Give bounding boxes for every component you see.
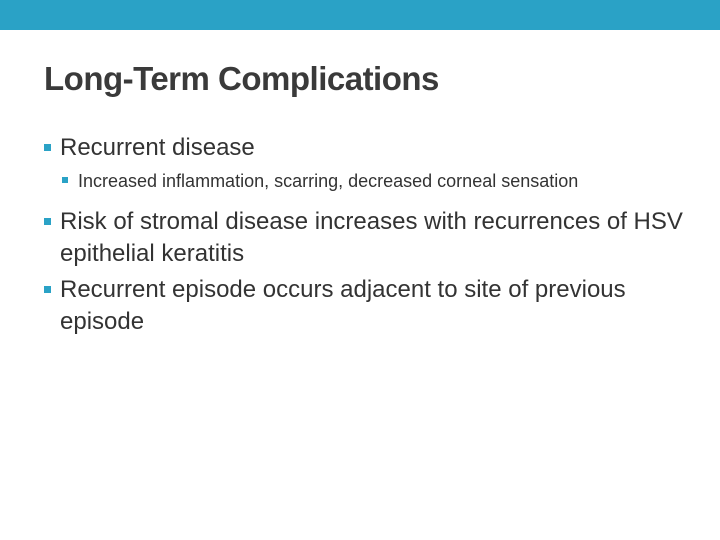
top-accent-bar xyxy=(0,0,720,30)
square-bullet-icon xyxy=(44,144,51,151)
bullet-list xyxy=(44,132,684,340)
bullet-item xyxy=(44,206,684,270)
square-bullet-icon xyxy=(62,177,68,183)
square-bullet-icon xyxy=(44,218,51,225)
bullet-text: Risk of stromal disease increases with recurrences of HSV epithelial keratitis xyxy=(60,208,683,267)
slide-title: Long-Term Complications xyxy=(44,60,439,97)
bullet-text: Recurrent episode occurs adjacent to site of previous episode xyxy=(60,276,626,335)
sub-bullet-item xyxy=(62,166,684,196)
bullet-item xyxy=(44,274,684,338)
bullet-text: Recurrent disease xyxy=(60,134,255,161)
bullet-item xyxy=(44,132,684,164)
sub-bullet-text: Increased inflammation, scarring, decreased corneal sensation xyxy=(78,171,579,191)
square-bullet-icon xyxy=(44,286,51,293)
